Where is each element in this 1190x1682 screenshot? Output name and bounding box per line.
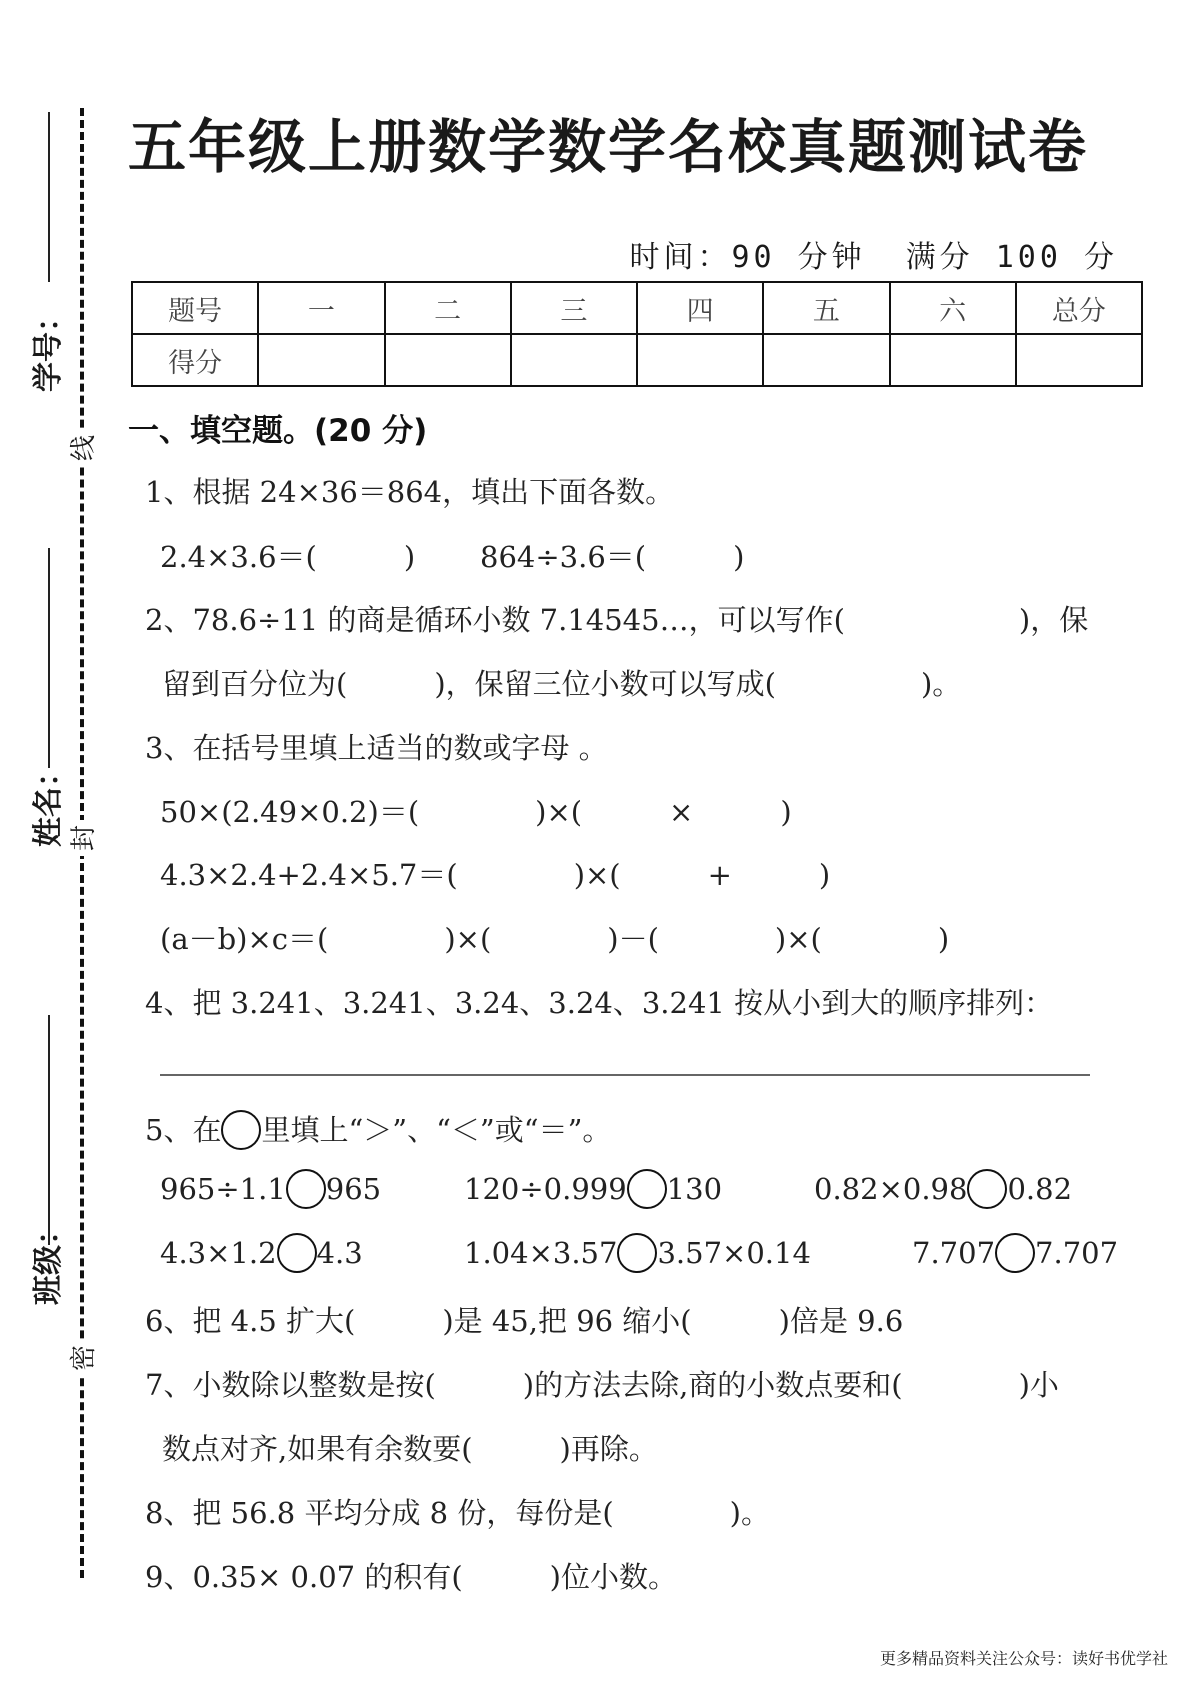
question-7-line1: 7、小数除以整数是按( )的方法去除,商的小数点要和( )小 xyxy=(145,1368,1059,1402)
section-heading: 一、填空题。(20 分) xyxy=(128,413,428,449)
class-label: 班级： xyxy=(31,1215,66,1305)
question-7-line2: 数点对齐,如果有余数要( )再除。 xyxy=(162,1432,658,1466)
question-3b: 4.3×2.4+2.4×5.7＝( )×( + ) xyxy=(160,858,831,892)
answer-line[interactable] xyxy=(160,1074,1090,1076)
score-cell[interactable] xyxy=(1016,334,1142,386)
compare-left: 1.04×3.57 xyxy=(464,1236,618,1270)
score-table-header-row xyxy=(132,282,1142,334)
compare-left: 120÷0.999 xyxy=(464,1172,627,1206)
score-cell[interactable] xyxy=(637,334,763,386)
compare-item xyxy=(912,1236,1118,1273)
compare-item xyxy=(160,1236,363,1273)
compare-circle-icon xyxy=(221,1110,261,1150)
banji-underline xyxy=(48,1015,50,1245)
score-table-header-cell: 题号 xyxy=(132,282,258,334)
score-cell[interactable] xyxy=(385,334,511,386)
compare-circle[interactable] xyxy=(995,1233,1035,1273)
score-table-header-cell: 六 xyxy=(890,282,1016,334)
question-1b: 864÷3.6＝( ) xyxy=(480,540,745,574)
question-1: 1、根据 24×36＝864，填出下面各数。 xyxy=(145,475,675,509)
student-id-label: 学号： xyxy=(31,302,66,392)
time-limit: 时间：90 分钟 xyxy=(629,240,866,275)
exam-info xyxy=(630,232,1119,276)
question-3c: (a－b)×c＝( )×( )－( )×( ) xyxy=(160,922,950,956)
name-label: 姓名： xyxy=(31,757,66,847)
score-row-label: 得分 xyxy=(132,334,258,386)
score-cell[interactable] xyxy=(258,334,384,386)
compare-right: 965 xyxy=(325,1172,382,1206)
compare-circle[interactable] xyxy=(286,1169,326,1209)
compare-right: 3.57×0.14 xyxy=(657,1236,811,1270)
score-table-header-cell: 四 xyxy=(637,282,763,334)
compare-left: 0.82×0.98 xyxy=(814,1172,968,1206)
question-4: 4、把 3.241、3.241、3.24、3.24、3.241 按从小到大的顺序排列： xyxy=(145,986,1054,1020)
compare-left: 965÷1.1 xyxy=(160,1172,286,1206)
score-table-header-cell: 总分 xyxy=(1016,282,1142,334)
compare-circle[interactable] xyxy=(617,1233,657,1273)
compare-left: 7.707 xyxy=(912,1236,996,1270)
compare-right: 7.707 xyxy=(1035,1236,1119,1270)
compare-item xyxy=(814,1172,1072,1209)
score-table-score-row xyxy=(132,334,1142,386)
question-5-suffix: 里填上“＞”、“＜”或“＝”。 xyxy=(261,1113,612,1147)
score-table-header-cell: 一 xyxy=(258,282,384,334)
seal-char-xian: 线 xyxy=(66,430,102,466)
compare-item xyxy=(464,1236,811,1273)
score-table-header-cell: 二 xyxy=(385,282,511,334)
question-2-line2: 留到百分位为( )，保留三位小数可以写成( )。 xyxy=(162,667,962,701)
question-1a: 2.4×3.6＝( ) xyxy=(160,540,416,574)
footer-note: 更多精品资料关注公众号：读好书优学社 xyxy=(879,1649,1168,1668)
question-9: 9、0.35× 0.07 的积有( )位小数。 xyxy=(145,1560,677,1594)
seal-char-mi: 密 xyxy=(66,1340,102,1376)
compare-circle[interactable] xyxy=(627,1169,667,1209)
question-8: 8、把 56.8 平均分成 8 份，每份是( )。 xyxy=(145,1496,770,1530)
xingming-underline xyxy=(48,548,50,768)
compare-item xyxy=(464,1172,722,1209)
compare-right: 130 xyxy=(666,1172,723,1206)
question-6: 6、把 4.5 扩大( )是 45,把 96 缩小( )倍是 9.6 xyxy=(145,1304,904,1338)
compare-left: 4.3×1.2 xyxy=(160,1236,277,1270)
question-5 xyxy=(145,1108,611,1150)
score-table xyxy=(131,281,1143,387)
xuehao-underline xyxy=(48,112,50,282)
compare-circle[interactable] xyxy=(277,1233,317,1273)
compare-item xyxy=(160,1172,381,1209)
score-cell[interactable] xyxy=(763,334,889,386)
seal-char-feng: 封 xyxy=(66,820,102,856)
score-table-header-cell: 三 xyxy=(511,282,637,334)
score-cell[interactable] xyxy=(511,334,637,386)
score-table-header-cell: 五 xyxy=(763,282,889,334)
compare-circle[interactable] xyxy=(967,1169,1007,1209)
full-score: 满分 100 分 xyxy=(905,240,1118,275)
compare-right: 0.82 xyxy=(1007,1172,1073,1206)
compare-right: 4.3 xyxy=(316,1236,363,1270)
question-2-line1: 2、78.6÷11 的商是循环小数 7.14545…，可以写作( )，保 xyxy=(145,603,1089,637)
question-5-prefix: 5、在 xyxy=(145,1113,222,1147)
question-3a: 50×(2.49×0.2)＝( )×( × ) xyxy=(160,795,792,829)
score-cell[interactable] xyxy=(890,334,1016,386)
question-3: 3、在括号里填上适当的数或字母 。 xyxy=(145,731,608,765)
page-title: 五年级上册数学数学名校真题测试卷 xyxy=(128,113,1089,181)
